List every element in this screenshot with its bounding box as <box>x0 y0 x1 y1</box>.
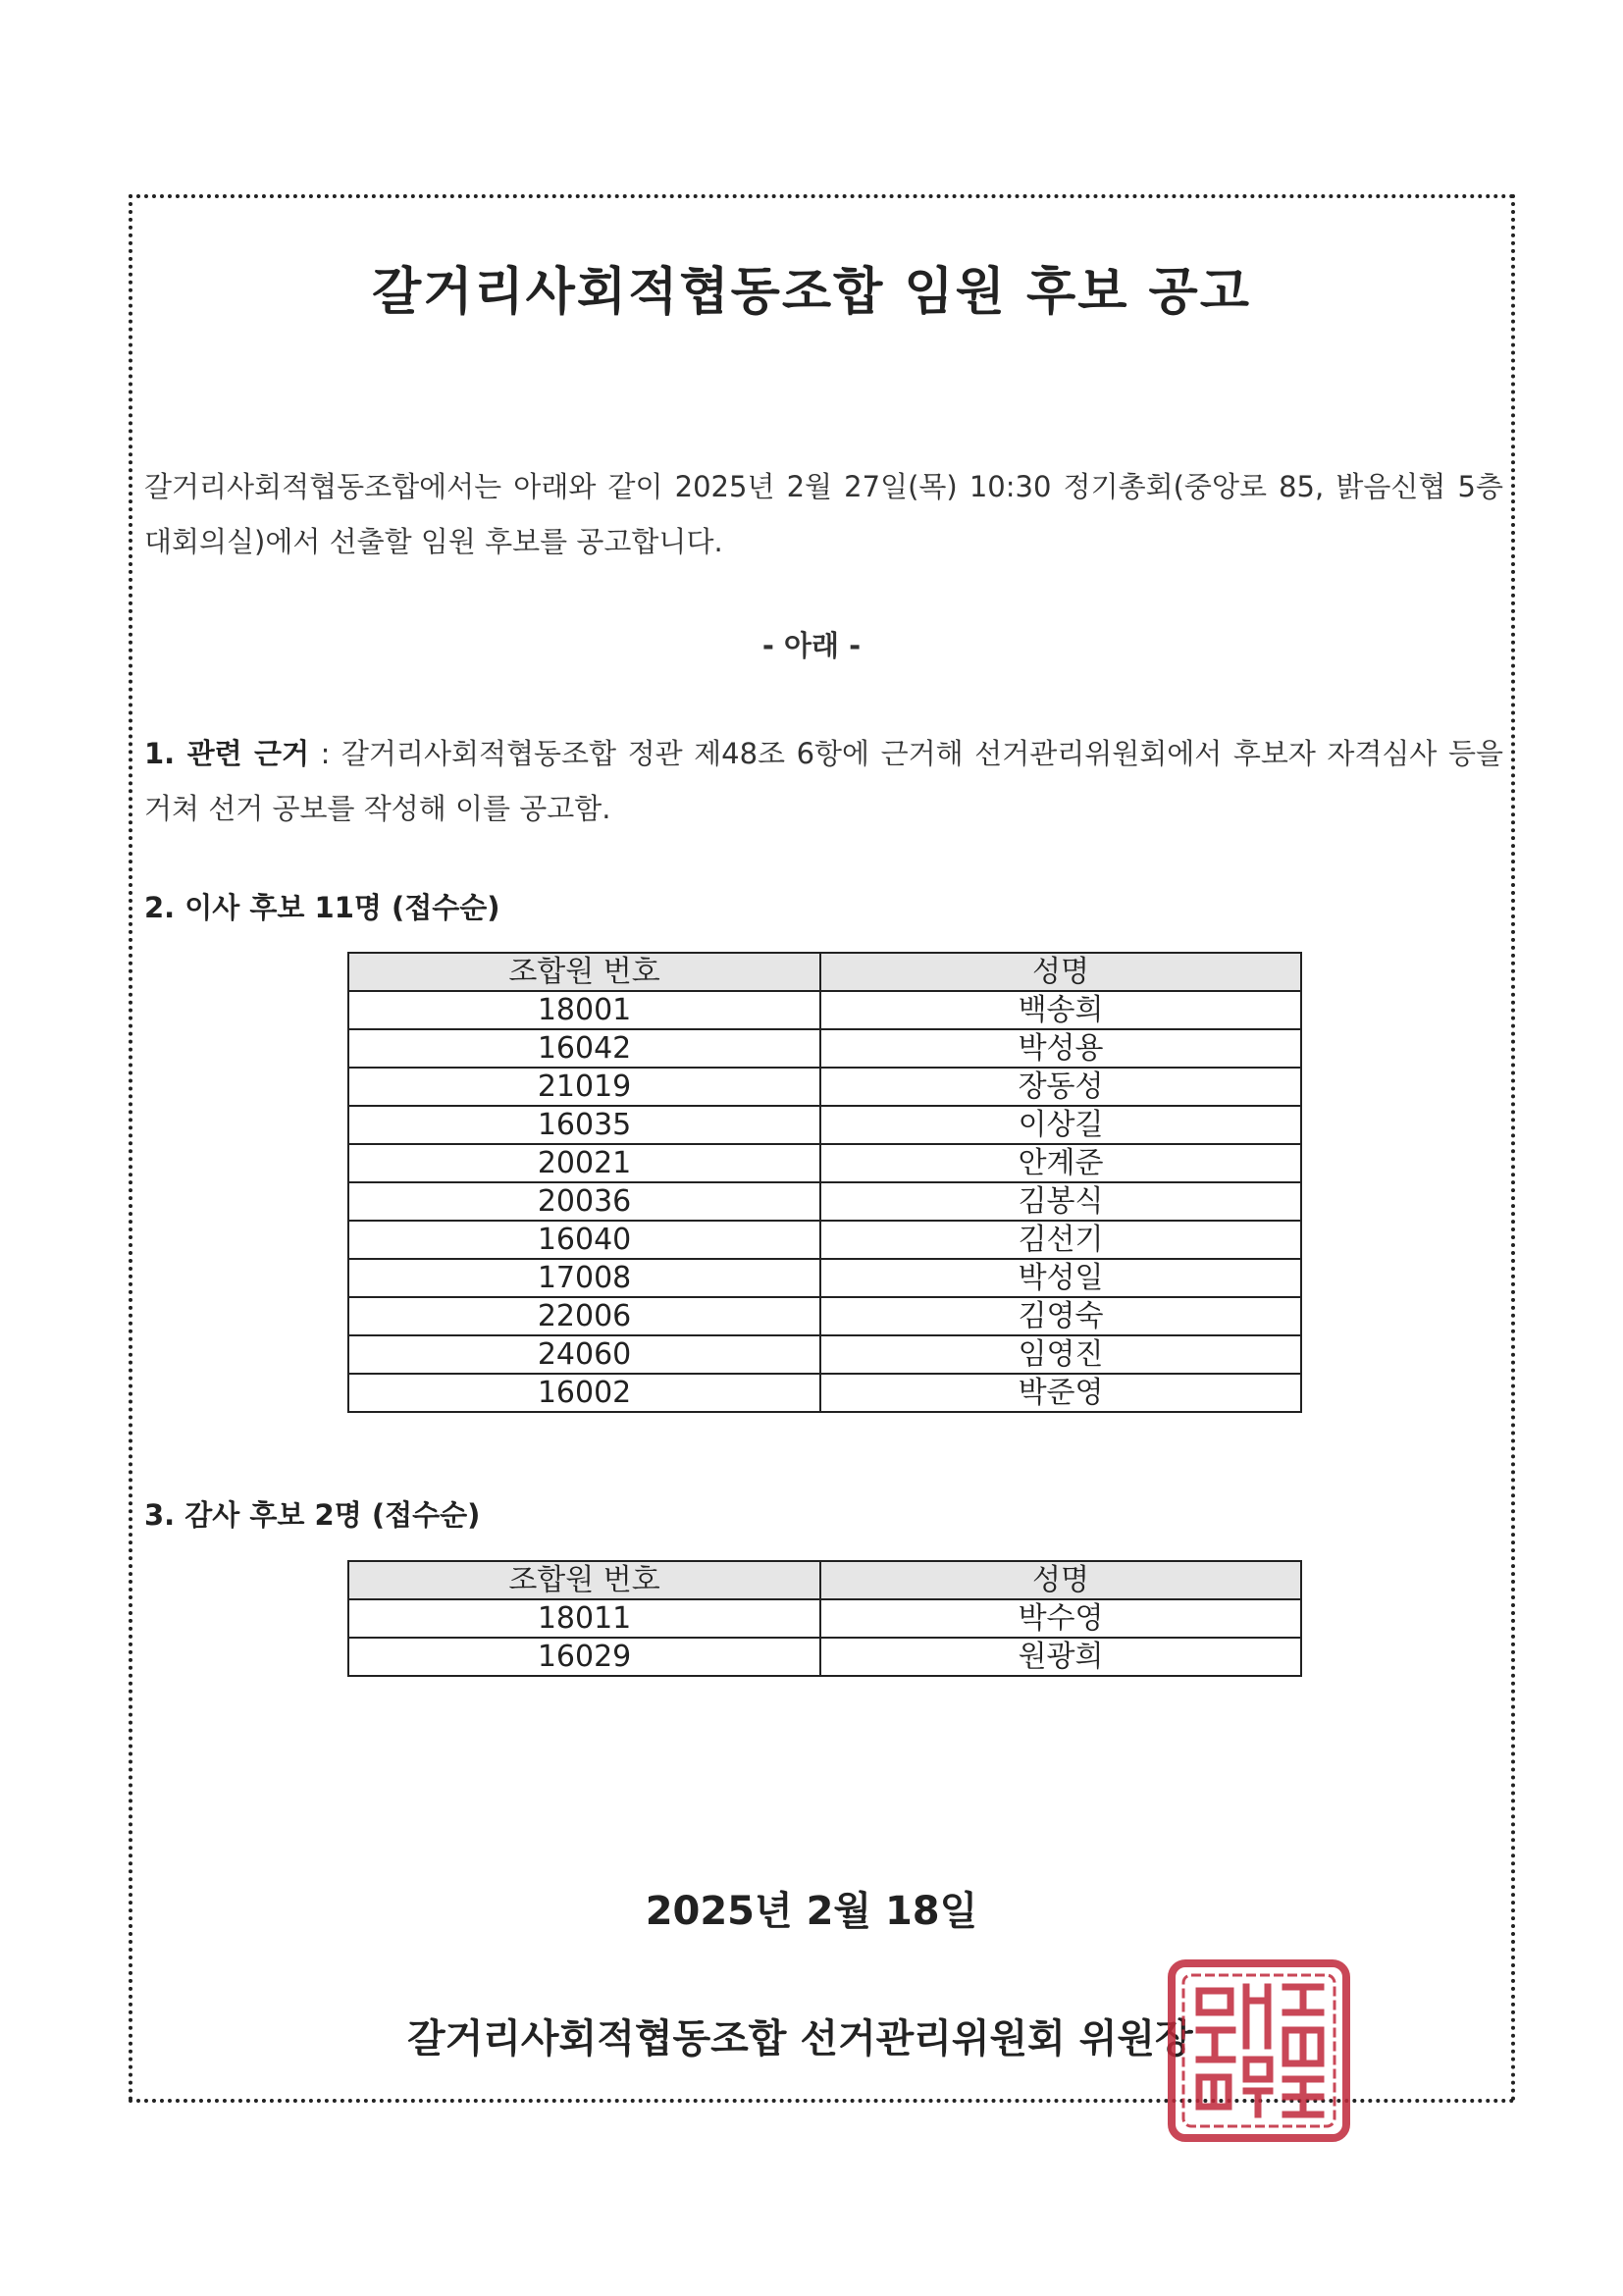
table-header-row <box>348 953 1301 991</box>
member-number-cell: 21019 <box>348 1068 820 1106</box>
member-number-cell: 16042 <box>348 1029 820 1068</box>
table-row <box>348 1297 1301 1335</box>
name-cell: 이상길 <box>820 1106 1301 1144</box>
member-number-cell: 16040 <box>348 1221 820 1259</box>
name-cell: 원광희 <box>820 1638 1301 1676</box>
member-number-cell: 24060 <box>348 1335 820 1374</box>
member-number-cell: 18011 <box>348 1599 820 1638</box>
name-cell: 김영숙 <box>820 1297 1301 1335</box>
basis-text: : 갈거리사회적협동조합 정관 제48조 6항에 근거해 선거관리위원회에서 후보자 자격심사 등을 거쳐 선거 공보를 작성해 이를 공고함. <box>144 737 1504 825</box>
table-row <box>348 1182 1301 1221</box>
table-row <box>348 1144 1301 1182</box>
name-cell: 백송희 <box>820 991 1301 1029</box>
column-header-member-number: 조합원 번호 <box>348 953 820 991</box>
intro-paragraph: 갈거리사회적협동조합에서는 아래와 같이 2025년 2월 27일(목) 10:30 정기총회(중앙로 85, 밝음신협 5층 대회의실)에서 선출할 임원 후보를 공고합니다. <box>144 470 1503 558</box>
column-header-name: 성명 <box>820 1561 1301 1599</box>
auditors-heading: 3. 감사 후보 2명 (접수순) <box>144 1498 481 1532</box>
member-number-cell: 18001 <box>348 991 820 1029</box>
table-header-row <box>348 1561 1301 1599</box>
seal-glyph-strokes <box>1199 1987 1321 2114</box>
table-row <box>348 1259 1301 1297</box>
page-title: 갈거리사회적협동조합 임원 후보 공고 <box>371 263 1252 322</box>
member-number-cell: 22006 <box>348 1297 820 1335</box>
directors-heading: 2. 이사 후보 11명 (접수순) <box>144 891 500 924</box>
column-header-name: 성명 <box>820 953 1301 991</box>
official-seal-stamp <box>1166 1957 1352 2144</box>
directors-table <box>347 952 1302 1413</box>
table-row <box>348 1106 1301 1144</box>
member-number-cell: 16029 <box>348 1638 820 1676</box>
table-row <box>348 1221 1301 1259</box>
below-marker: - 아래 - <box>761 629 862 662</box>
notice-date: 2025년 2월 18일 <box>645 1889 978 1934</box>
signer-line: 갈거리사회적협동조합 선거관리위원회 위원장 <box>407 2016 1193 2061</box>
name-cell: 장동성 <box>820 1068 1301 1106</box>
member-number-cell: 16002 <box>348 1374 820 1412</box>
basis-heading: 1. 관련 근거 <box>144 737 310 770</box>
table-row <box>348 1068 1301 1106</box>
member-number-cell: 17008 <box>348 1259 820 1297</box>
member-number-cell: 20021 <box>348 1144 820 1182</box>
table-row <box>348 1374 1301 1412</box>
member-number-cell: 16035 <box>348 1106 820 1144</box>
name-cell: 김봉식 <box>820 1182 1301 1221</box>
auditors-table <box>347 1560 1302 1677</box>
name-cell: 박준영 <box>820 1374 1301 1412</box>
name-cell: 임영진 <box>820 1335 1301 1374</box>
table-row <box>348 1599 1301 1638</box>
table-row <box>348 1335 1301 1374</box>
name-cell: 박수영 <box>820 1599 1301 1638</box>
basis-paragraph <box>144 726 1503 836</box>
column-header-member-number: 조합원 번호 <box>348 1561 820 1599</box>
name-cell: 안계준 <box>820 1144 1301 1182</box>
name-cell: 박성일 <box>820 1259 1301 1297</box>
member-number-cell: 20036 <box>348 1182 820 1221</box>
table-row <box>348 991 1301 1029</box>
table-row <box>348 1029 1301 1068</box>
table-row <box>348 1638 1301 1676</box>
name-cell: 박성용 <box>820 1029 1301 1068</box>
name-cell: 김선기 <box>820 1221 1301 1259</box>
